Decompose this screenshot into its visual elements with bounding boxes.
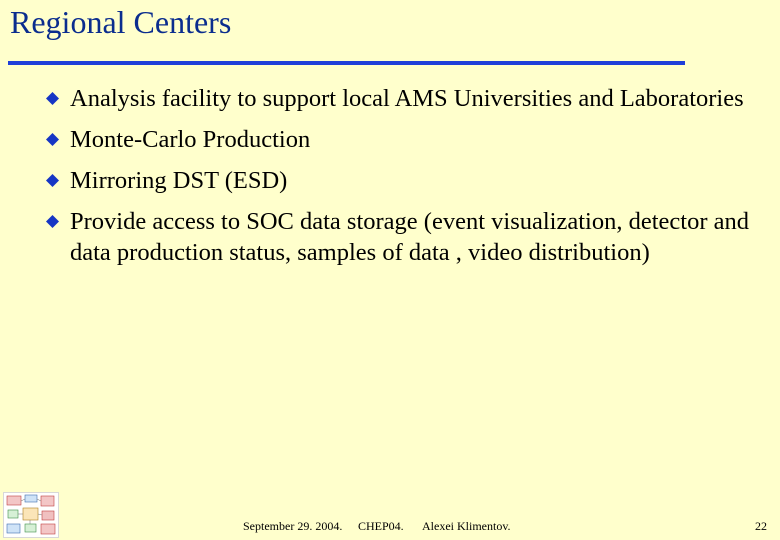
bullet-text: Mirroring DST (ESD): [70, 167, 288, 194]
page-number: 22: [755, 519, 767, 533]
title-underline: [8, 61, 685, 65]
bullet-item: [46, 83, 756, 114]
bullet-text: Monte-Carlo Production: [70, 126, 311, 153]
bullet-text: Analysis facility to support local AMS Universities and Laboratories: [70, 85, 744, 112]
footer-conference: CHEP04.: [358, 519, 404, 533]
bullet-item: [46, 206, 756, 268]
diamond-bullet-icon: [46, 92, 59, 105]
bullet-text: Provide access to SOC data storage (event visualization, detector and data production status, samples of data , video distribution): [70, 208, 749, 266]
slide-title: Regional Centers: [10, 4, 232, 40]
bullet-list: [46, 83, 756, 278]
diagram-thumbnail-icon: [3, 492, 59, 538]
bullet-item: [46, 165, 756, 196]
diamond-bullet-icon: [46, 174, 59, 187]
footer-date: September 29. 2004.: [243, 519, 343, 533]
bullet-item: [46, 124, 756, 155]
footer-author: Alexei Klimentov.: [422, 519, 511, 533]
diamond-bullet-icon: [46, 215, 59, 228]
diamond-bullet-icon: [46, 133, 59, 146]
